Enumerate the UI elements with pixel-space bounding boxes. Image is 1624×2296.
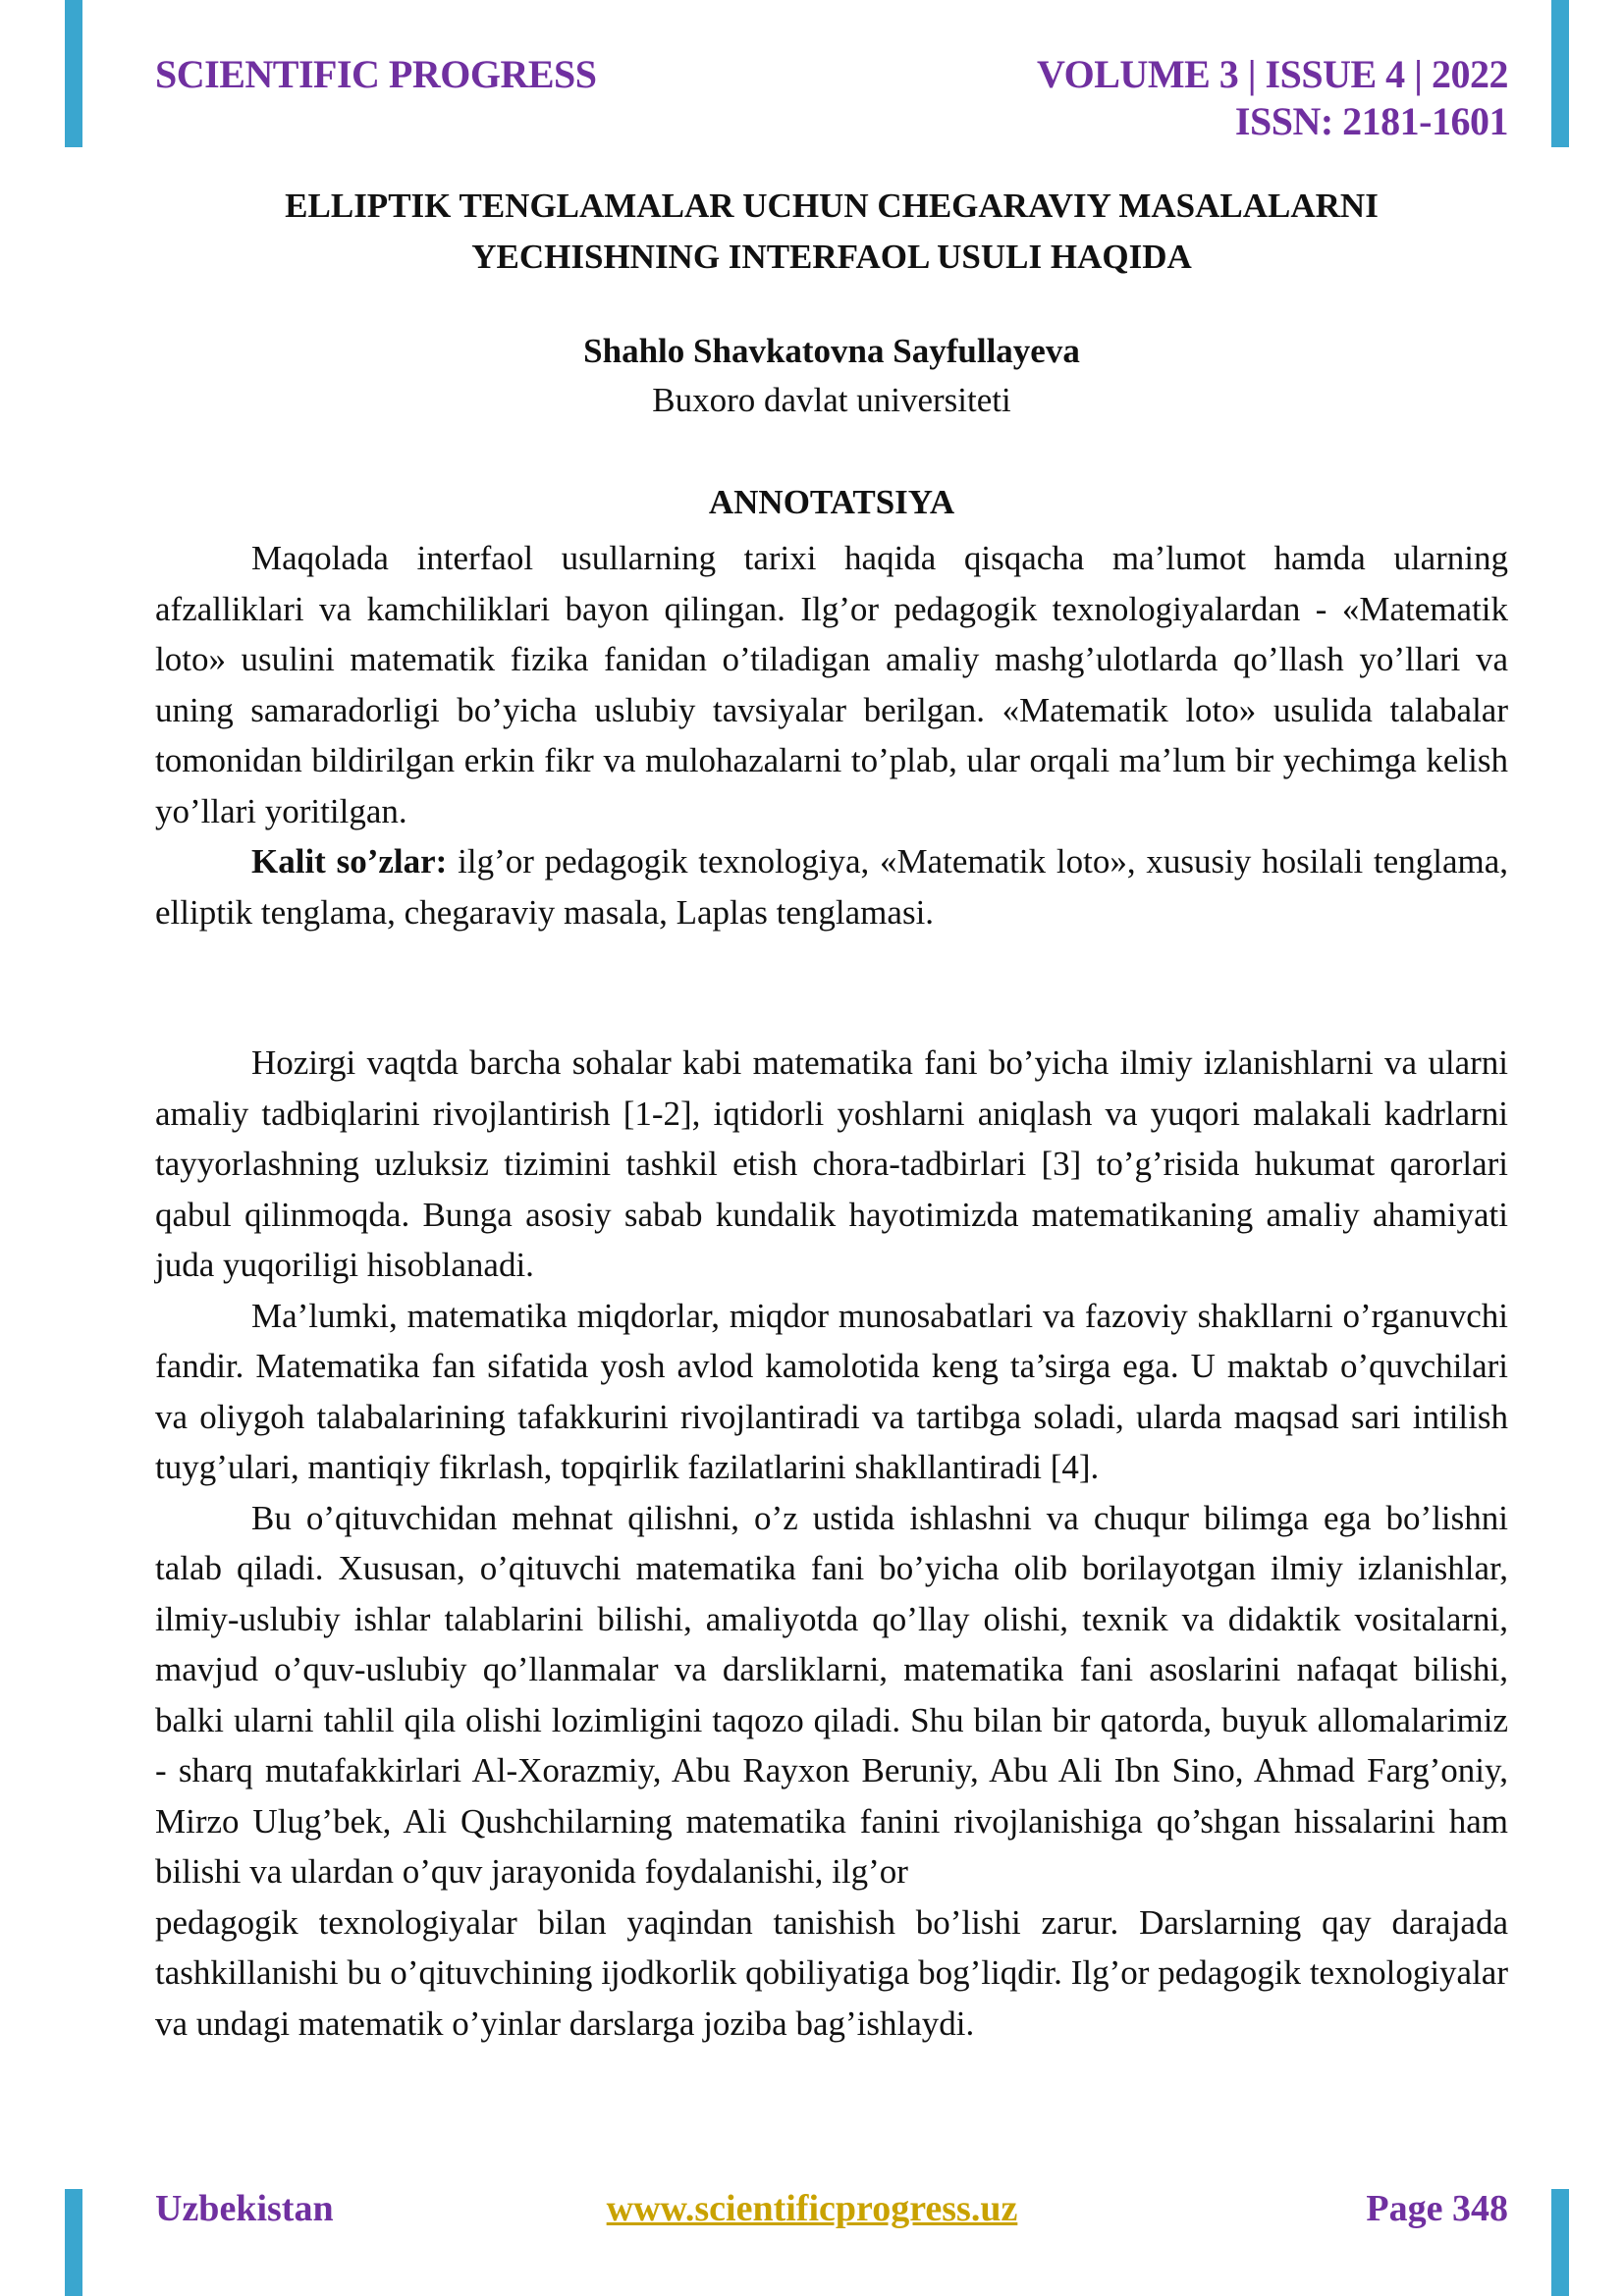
footer-website-link[interactable]: www.scientificprogress.uz [606,2188,1018,2229]
journal-meta [1037,51,1508,145]
article-title [155,181,1508,283]
journal-name: SCIENTIFIC PROGRESS [155,52,597,96]
body-paragraph-4: pedagogik texnologiyalar bilan yaqindan tanishish bo’lishi zarur. Darslarning qay darajada tashkillanishi bu o’qituvchining ijodkorlik qobiliyatiga bog’liqdir. Ilg’or pedagogik texnologiyalar va undagi matematik o’yinlar darslarga joziba bag’ishlaydi. [155,1902,1508,2043]
author-affiliation: Buxoro davlat universiteti [652,381,1011,419]
abstract-heading: ANNOTATSIYA [708,483,955,521]
page-number: Page 348 [1366,2188,1508,2229]
keywords-label: Kalit so’zlar: [251,842,448,881]
body-paragraph-3: Bu o’qituvchidan mehnat qilishni, o’z ustida ishlashni va chuqur bilimga ega bo’lishni talab qiladi. Xususan, o’qituvchi matematika fani bo’yicha olib borilayotgan ilmiy izlanishlar, ilmiy-uslubiy ishlar talablarini bilishi, amaliyotda qo’llay olishi, texnik va didaktik vositalarni, mavjud o’quv-uslubiy qo’llanmalar va darsliklarni, matematika fani asoslarini nafaqat bilishi, balki ularni tahlil qila olishi lozimligini taqozo qiladi. Shu bilan bir qatorda, buyuk allomalarimiz - sharq mutafakkirlari Al-Xorazmiy, Abu Rayxon Beruniy, Abu Ali Ibn Sino, Ahmad Farg’oniy, Mirzo Ulug’bek, Ali Qushchilarning matematika fanini rivojlanishiga qo’shgan hissalarini ham bilishi va ulardan o’quv jarayonida foydalanishi, ilg’or [155,1498,1508,1891]
header-right-bar [1551,0,1569,147]
body-paragraph-1: Hozirgi vaqtda barcha sohalar kabi matematika fani bo’yicha ilmiy izlanishlarni va ularni amaliy tadbiqlarini rivojlantirish [1-2], iqtidorli yoshlarni aniqlash va yuqori malakali kadrlarni tayyorlashning uzluksiz tizimini tashkil etish chora-tadbirlari [3] to’g’risida hukumat qarorlari qabul qilinmoqda. Bunga asosiy sabab kundalik hayotimizda matematikaning amaliy ahamiyati juda yuqoriligi hisoblanadi. [155,1043,1508,1284]
body-text [155,1038,1508,2049]
keywords-text: ilg’or pedagogik texnologiya, «Matematik loto», xususiy hosilali tenglama, elliptik tenglama, chegaraviy masala, Laplas tenglamasi. [155,842,1508,932]
abstract-text: Maqolada interfaol usullarning tarixi haqida qisqacha ma’lumot hamda ularning afzalliklari va kamchiliklari bayon qilingan. Ilg’or pedagogik texnologiyalardan - «Matematik loto» usulini matematik fizika fanidan o’tiladigan amaliy mashg’ulotlarda qo’llash yo’llari va uning samaradorligi bo’yicha uslubiy tavsiyalar berilgan. «Matematik loto» usulida talabalar tomonidan bildirilgan erkin fikr va mulohazalarni to’plab, ular orqali ma’lum bir yechimga kelish yo’llari yoritilgan. [155,539,1508,830]
article-title-line1: ELLIPTIK TENGLAMALAR UCHUN CHEGARAVIY MASALALARNI [285,187,1379,225]
footer-country: Uzbekistan [155,2188,334,2229]
volume-issue: VOLUME 3 | ISSUE 4 | 2022 [1037,52,1508,96]
body-paragraph-2: Ma’lumki, matematika miqdorlar, miqdor munosabatlari va fazoviy shakllarni o’rganuvchi fandir. Matematika fan sifatida yosh avlod kamolotida keng ta’sirga ega. U maktab o’quvchilari va oliygoh talabalarining tafakkurini rivojlantiradi va tartibga soladi, ularda maqsad sari intilish tuyg’ulari, mantiqiy fikrlash, topqirlik fazilatlarini shakllantiradi [4]. [155,1296,1508,1486]
header-left-bar [65,0,82,147]
author-name: Shahlo Shavkatovna Sayfullayeva [583,332,1080,370]
abstract-block [155,533,1508,937]
keywords [155,836,1508,937]
issn: ISSN: 2181-1601 [1234,99,1508,143]
article-title-line2: YECHISHNING INTERFAOL USULI HAQIDA [471,238,1192,276]
